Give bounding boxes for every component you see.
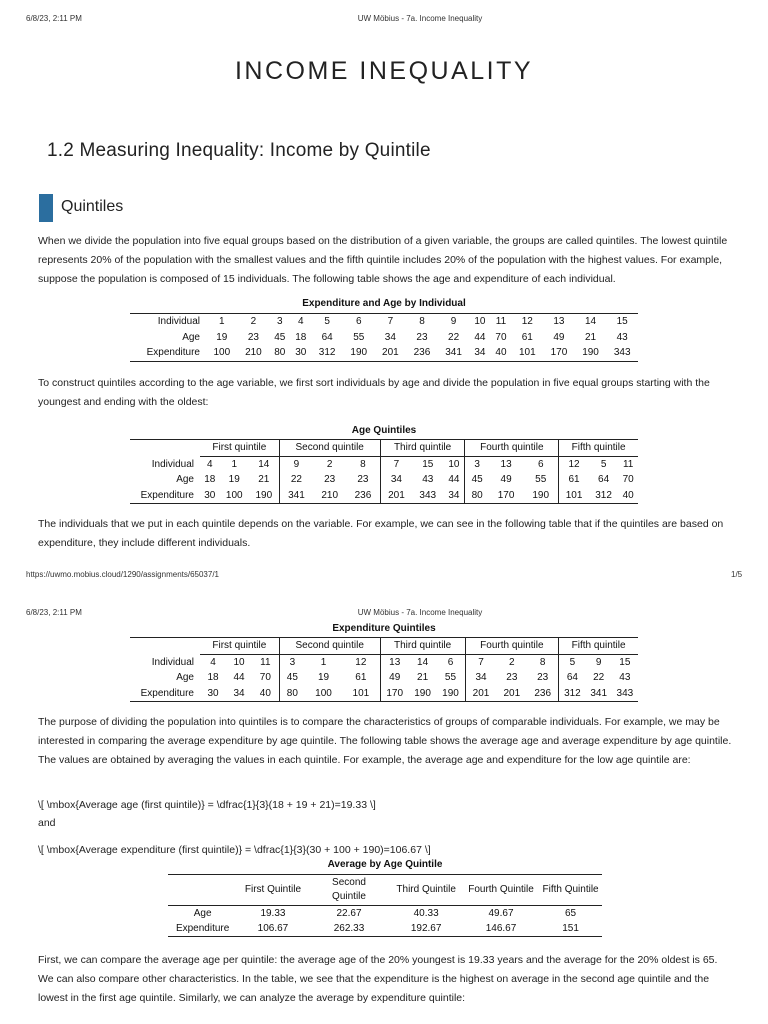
table-cell: 44 (233, 672, 245, 684)
table-cell: 19 (317, 672, 330, 684)
table-cell: 5 (559, 654, 586, 670)
table-cell: 40 (618, 488, 638, 504)
section-heading: 1.2 Measuring Inequality: Income by Quintile (47, 140, 431, 161)
table-cell: 43 (422, 474, 434, 486)
column-header: Fourth Quintile (463, 875, 539, 906)
table-cell: 23 (357, 474, 369, 486)
table-cell: 236 (406, 345, 438, 361)
table-cell: 170 (380, 686, 409, 702)
table-cell: 22.67 (336, 908, 362, 919)
table-cell: 4 (210, 656, 216, 668)
table-cell: 6 (447, 656, 454, 668)
table-cell: 15 (422, 458, 434, 470)
table-cell: 80 (279, 686, 305, 702)
table-cell: 43 (619, 672, 631, 684)
table-cell: 40.33 (413, 908, 439, 919)
table-cell: 101 (342, 686, 380, 702)
row-label: Expenditure (168, 921, 237, 937)
table-cell: 18 (295, 331, 307, 343)
table-cell: 3 (465, 456, 489, 472)
table-cell: 262.33 (309, 921, 390, 937)
table-cell: 55 (444, 672, 457, 684)
table-cell: 61 (521, 331, 533, 343)
table-cell: 1 (320, 656, 327, 668)
subsection-heading: Quintiles (61, 198, 124, 215)
table-row (130, 456, 638, 472)
table-cell: 14 (258, 458, 270, 470)
expenditure-quintiles-table (130, 637, 638, 702)
formula-average-expenditure: \[ \mbox{Average expenditure (first quintile)} = \dfrac{1}{3}(30 + 100 + 190)=106.67 \] (38, 844, 431, 856)
quintile-header: First quintile (200, 440, 279, 457)
quintile-header: First quintile (200, 638, 279, 655)
table-cell: 14 (417, 656, 429, 668)
table-cell: 12 (355, 656, 367, 668)
table-cell: 61 (559, 472, 589, 488)
table-cell: 236 (527, 686, 559, 702)
table-cell: 3 (269, 314, 290, 330)
row-label: Expenditure (130, 488, 200, 504)
row-label: Individual (151, 656, 194, 668)
table-cell: 64 (559, 670, 586, 686)
table-cell: 40 (252, 686, 279, 702)
corner-cell (168, 875, 237, 906)
table-cell: 210 (238, 345, 270, 361)
table-cell: 23 (247, 331, 259, 343)
table-cell: 312 (311, 345, 343, 361)
table-cell: 23 (416, 331, 428, 343)
table-row (130, 345, 638, 361)
quintile-header: Third quintile (380, 638, 465, 655)
print-footer-url: https://uwmo.mobius.cloud/1290/assignments/65037/1 (26, 570, 220, 579)
table-cell: 64 (321, 331, 333, 343)
table-cell: 341 (586, 686, 612, 702)
subsection-accent-bar (39, 194, 53, 222)
table-row (130, 654, 638, 670)
table-cell: 9 (595, 656, 602, 668)
table-cell: 312 (589, 488, 618, 504)
table-cell: 10 (469, 314, 490, 330)
table-cell: 9 (438, 314, 470, 330)
quintile-header: Third quintile (380, 440, 465, 457)
table-cell: 55 (353, 331, 365, 343)
table-cell: 1 (231, 458, 238, 470)
page-title: INCOME INEQUALITY (234, 57, 534, 85)
formula-and: and (38, 817, 56, 829)
table-cell: 49 (553, 331, 565, 343)
table-cell: 236 (346, 488, 380, 504)
quintile-header: Second quintile (279, 440, 380, 457)
table-cell: 13 (543, 314, 575, 330)
table-caption-average: Average by Age Quintile (327, 859, 443, 870)
table-cell: 14 (575, 314, 607, 330)
table-row (130, 686, 638, 702)
formula-average-age: \[ \mbox{Average age (first quintile)} = \dfrac{1}{3}(18 + 19 + 21)=19.33 \] (38, 799, 376, 811)
table-cell: 34 (465, 670, 497, 686)
table-cell: 190 (575, 345, 607, 361)
table-cell: 49.67 (488, 908, 514, 919)
purpose-paragraph: The purpose of dividing the population into quintiles is to compare the characteristics of groups of comparable individuals. For example, we may be interested in comparing the average expenditure by age quintile. The following table shows the average age and average expenditure by age quintile. The values are obtained by averaging the values in each quintile. For example, the average age and expenditure for the low age quintile are: (38, 716, 732, 766)
print-header-datetime: 6/8/23, 2:11 PM (26, 14, 82, 23)
table-cell: 201 (375, 345, 407, 361)
table-cell: 100 (206, 345, 238, 361)
table-cell: 70 (259, 672, 271, 684)
table-cell: 5 (311, 314, 343, 330)
table-cell: 19.33 (260, 908, 286, 919)
table-cell: 21 (258, 474, 270, 486)
table-cell: 70 (495, 331, 507, 343)
table-cell: 30 (290, 345, 311, 361)
table-cell: 10 (448, 458, 460, 470)
quintile-header: Fourth quintile (465, 638, 559, 655)
table-cell: 6 (537, 458, 544, 470)
table-cell: 45 (274, 331, 286, 343)
table-caption-individual: Expenditure and Age by Individual (302, 298, 466, 309)
table-cell: 341 (279, 488, 313, 504)
row-label: Age (182, 331, 200, 343)
table-cell: 101 (512, 345, 544, 361)
table-cell: 343 (606, 345, 638, 361)
table-cell: 18 (204, 474, 216, 486)
table-cell: 15 (606, 314, 638, 330)
table-cell: 49 (500, 474, 512, 486)
table-cell: 30 (200, 488, 220, 504)
table-cell: 61 (355, 672, 367, 684)
table-cell: 30 (200, 686, 226, 702)
print-header-title: UW Möbius - 7a. Income Inequality (357, 14, 483, 23)
table-cell: 23 (537, 672, 549, 684)
table-cell: 11 (622, 458, 634, 470)
table-cell: 343 (412, 488, 443, 504)
column-header: Fifth Quintile (539, 875, 602, 906)
table-cell: 170 (543, 345, 575, 361)
table-cell: 201 (465, 686, 497, 702)
table-cell: 4 (207, 458, 213, 470)
row-label: Expenditure (130, 686, 200, 702)
variable-paragraph: The individuals that we put in each quintile depends on the variable. For example, we can see in the following table that if the quintiles are based on expenditure, they include different individuals. (38, 518, 724, 549)
table-cell: 44 (474, 331, 486, 343)
table-cell: 21 (584, 331, 597, 343)
table-cell: 65 (564, 908, 577, 919)
table-cell: 100 (220, 488, 249, 504)
row-label: Individual (151, 458, 194, 470)
quintile-header-row (130, 440, 638, 457)
table-cell: 190 (409, 686, 437, 702)
table-cell: 11 (260, 656, 271, 668)
table-cell: 190 (249, 488, 279, 504)
table-cell: 80 (269, 345, 290, 361)
table-cell: 64 (598, 474, 610, 486)
table-cell: 12 (512, 314, 544, 330)
table-row (168, 921, 602, 937)
table-row (130, 488, 638, 504)
table-cell: 19 (216, 331, 228, 343)
table-cell: 190 (343, 345, 375, 361)
table-cell: 44 (448, 474, 460, 486)
corner-cell (130, 638, 200, 655)
table-cell: 101 (559, 488, 589, 504)
table-cell: 8 (406, 314, 438, 330)
column-header: First Quintile (237, 875, 308, 906)
table-cell: 15 (619, 656, 631, 668)
table-cell: 8 (360, 458, 366, 470)
table-cell: 2 (509, 656, 515, 668)
table-cell: 70 (622, 474, 634, 486)
column-header: Third Quintile (389, 875, 463, 906)
table-cell: 192.67 (389, 921, 463, 937)
table-cell: 18 (207, 672, 219, 684)
table-cell: 45 (465, 472, 489, 488)
table-cell: 80 (465, 488, 489, 504)
table-cell: 7 (465, 654, 497, 670)
table-row (130, 472, 638, 488)
quintile-header: Fourth quintile (465, 440, 559, 457)
table-cell: 45 (279, 670, 305, 686)
table-cell: 1 (206, 314, 238, 330)
table-cell: 201 (380, 488, 412, 504)
comparison-paragraph: First, we can compare the average age per quintile: the average age of the 20% youngest is 19.33 years and the average for the 20% oldest is 65. We can also compare other characteristics. In the table, we see that the expenditure is the highest on average in the second age quintile and the lowest in the first age quintile. Similarly, we can analyze the average by expenditure quintile: (38, 954, 718, 1004)
table-cell: 151 (539, 921, 602, 937)
table-cell: 341 (438, 345, 470, 361)
table-cell: 22 (279, 472, 313, 488)
table-cell: 146.67 (463, 921, 539, 937)
table-cell: 190 (523, 488, 558, 504)
quintile-header-row (130, 638, 638, 655)
table-cell: 10 (233, 656, 245, 668)
row-label: Expenditure (130, 345, 206, 361)
table-cell: 6 (343, 314, 375, 330)
table-cell: 170 (489, 488, 523, 504)
age-quintiles-table (130, 439, 638, 504)
print-header-title-page2: UW Möbius - 7a. Income Inequality (357, 608, 483, 617)
table-cell: 343 (612, 686, 638, 702)
table-cell: 40 (490, 345, 511, 361)
table-cell: 7 (380, 456, 412, 472)
table-cell: 13 (380, 654, 409, 670)
row-label: Individual (130, 314, 206, 330)
table-cell: 23 (506, 672, 518, 684)
quintile-header: Fifth quintile (559, 440, 638, 457)
corner-cell (130, 440, 200, 457)
table-cell: 106.67 (237, 921, 308, 937)
intro-paragraph: When we divide the population into five equal groups based on the distribution of a given variable, the groups are called quintiles. The lowest quintile represents 20% of the population with the smallest values and the fifth quintile includes 20% of the population with the highest values. For example, suppose the population is composed of 15 individuals. The following table shows the age and expenditure of each individual. (38, 235, 728, 285)
row-label: Age (176, 474, 194, 486)
table-cell: 13 (500, 458, 512, 470)
table-cell: 12 (559, 456, 589, 472)
table-caption-expenditure-quintiles: Expenditure Quintiles (332, 623, 436, 634)
table-cell: 23 (324, 474, 336, 486)
table-cell: 2 (326, 458, 333, 470)
table-cell: 11 (490, 314, 511, 330)
table-cell: 7 (375, 314, 407, 330)
table-cell: 100 (305, 686, 342, 702)
table-cell: 9 (279, 456, 313, 472)
table-cell: 2 (238, 314, 270, 330)
table-row (130, 330, 638, 346)
table-cell: 55 (535, 474, 547, 486)
table-cell: 34 (384, 331, 396, 343)
row-label: Age (176, 672, 194, 684)
expenditure-age-individual-table (130, 313, 638, 362)
quintile-header: Second quintile (279, 638, 380, 655)
table-cell: 201 (497, 686, 528, 702)
table-cell: 34 (469, 345, 490, 361)
age-quintile-paragraph: To construct quintiles according to the age variable, we first sort individuals by age and divide the population in five equal groups starting with the youngest and ending with the oldest: (38, 377, 710, 408)
table-cell: 34 (380, 472, 412, 488)
row-label: Age (193, 908, 212, 919)
table-cell: 22 (593, 672, 605, 684)
table-row (130, 314, 638, 330)
table-row (168, 906, 602, 922)
table-cell: 190 (436, 686, 465, 702)
average-by-age-quintile-table (168, 874, 602, 937)
table-caption-age-quintiles: Age Quintiles (351, 425, 417, 436)
table-cell: 210 (313, 488, 346, 504)
column-header: Second Quintile (309, 875, 390, 906)
table-cell: 5 (600, 458, 607, 470)
table-cell: 4 (290, 314, 311, 330)
table-cell: 312 (559, 686, 586, 702)
table-cell: 34 (226, 686, 252, 702)
table-cell: 49 (380, 670, 409, 686)
print-footer-page-number: 1/5 (731, 570, 743, 579)
print-header-datetime-page2: 6/8/23, 2:11 PM (26, 608, 82, 617)
table-cell: 8 (539, 656, 546, 668)
table-cell: 21 (417, 672, 429, 684)
table-cell: 19 (228, 474, 240, 486)
table-cell: 3 (279, 654, 305, 670)
quintile-header: Fifth quintile (559, 638, 638, 655)
table-cell: 43 (616, 331, 628, 343)
table-row (130, 670, 638, 686)
table-cell: 34 (443, 488, 465, 504)
table-cell: 22 (448, 331, 460, 343)
average-header-row (168, 875, 602, 906)
